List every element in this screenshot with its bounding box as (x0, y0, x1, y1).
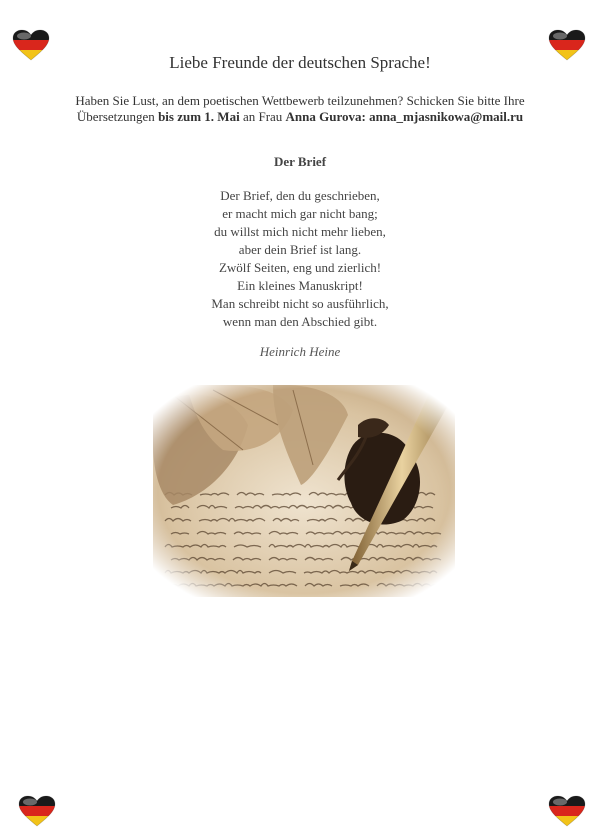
poem-line: aber dein Brief ist lang. (238, 242, 362, 257)
poem-body (0, 187, 600, 331)
intro-text-2: an Frau (239, 109, 286, 124)
german-flag-heart-icon (18, 795, 56, 827)
poem-line: er macht mich gar nicht bang; (222, 206, 378, 221)
poem-line: Ein kleines Manuskript! (237, 278, 363, 293)
letter-rose-pen-image (153, 385, 455, 597)
poem-line: du willst mich nicht mehr lieben, (214, 224, 386, 239)
poem-line: Der Brief, den du geschrieben, (220, 188, 380, 203)
poem-line: Man schreibt nicht so ausführlich, (211, 296, 389, 311)
poem-title: Der Brief (273, 154, 327, 169)
poem-line: Zwölf Seiten, eng und zierlich! (218, 260, 382, 275)
deadline: bis zum 1. Mai (158, 109, 240, 124)
intro-text: Haben Sie Lust, an dem poetischen Wettbewerb teilzunehmen? Schicken Sie bitte Ihre Übersetzungen (75, 93, 525, 124)
poem-author: Heinrich Heine (259, 344, 341, 359)
german-flag-heart-icon (548, 795, 586, 827)
poem-line: wenn man den Abschied gibt. (222, 314, 378, 329)
contact-email: Anna Gurova: anna_mjasnikowa@mail.ru (285, 109, 524, 124)
intro-paragraph (40, 93, 560, 125)
page-title: Liebe Freunde der deutschen Sprache! (169, 53, 431, 72)
